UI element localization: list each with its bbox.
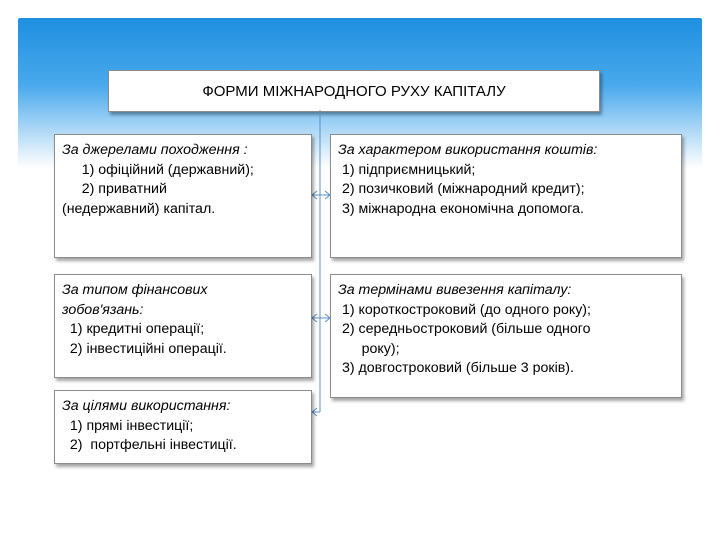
box-export-terms-heading: За термінами вивезення капіталу:	[338, 282, 572, 298]
box-obligations	[54, 274, 312, 378]
box-usage-goals-line-1: 1) прямі інвестиції;	[62, 417, 194, 434]
box-export-terms-line-4: 3) довгостроковий (більше 3 років).	[338, 360, 574, 376]
box-obligations-heading-2: зобов'язань:	[62, 301, 144, 318]
box-usage-character-line-1: 1) підприємницький;	[338, 161, 476, 178]
box-usage-goals	[54, 390, 312, 464]
box-obligations-line-1: 1) кредитні операції;	[62, 321, 205, 337]
box-sources-heading: За джерелами походження :	[62, 142, 248, 158]
box-sources	[54, 134, 312, 258]
box-usage-character	[330, 134, 682, 258]
box-export-terms-line-2: 2) середньостроковий (більше одного	[338, 321, 591, 337]
box-sources-line-3: (недержавний) капітал.	[62, 200, 216, 217]
box-usage-goals-line-2: 2) портфельні інвестиції.	[62, 437, 237, 453]
box-export-terms-line-1: 1) короткостроковий (до одного року);	[338, 301, 591, 318]
box-sources-line-1: 1) офіційний (державний);	[62, 161, 254, 178]
box-usage-character-line-2: 2) позичковий (міжнародний кредит);	[338, 181, 585, 197]
box-sources-line-2: 2) приватний	[62, 181, 167, 197]
box-obligations-heading-1: За типом фінансових	[62, 282, 208, 298]
diagram-title: ФОРМИ МІЖНАРОДНОГО РУХУ КАПІТАЛУ	[202, 82, 506, 100]
box-usage-goals-heading: За цілями використання:	[62, 398, 231, 414]
box-export-terms-line-3: року);	[338, 340, 400, 357]
box-export-terms	[330, 274, 682, 398]
box-usage-character-line-3: 3) міжнародна економічна допомога.	[338, 200, 584, 217]
box-obligations-line-2: 2) інвестиційні операції.	[62, 340, 227, 357]
box-usage-character-heading: За характером використання коштів:	[338, 142, 598, 158]
